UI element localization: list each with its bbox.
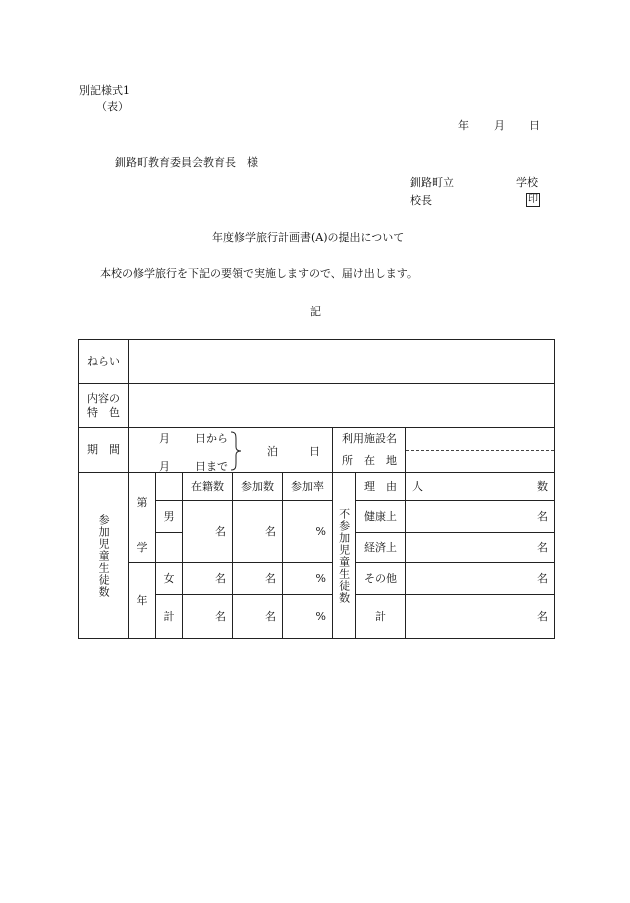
period-label: 期 間 xyxy=(79,428,129,473)
reason-other-field[interactable]: 名 xyxy=(406,563,555,595)
nonparticipants-label: 不参加児童生徒数 xyxy=(333,473,356,639)
blank-header-cell xyxy=(156,473,183,501)
reason-health-field[interactable]: 名 xyxy=(406,501,555,533)
female-enrolled[interactable]: 名 xyxy=(183,563,233,595)
grade-dai: 第 xyxy=(129,473,156,533)
form-number: 別記様式1 xyxy=(79,84,130,97)
col-participants: 参加数 xyxy=(233,473,283,501)
grade-gaku: 学 xyxy=(129,533,156,563)
period-to-day: 日まで xyxy=(195,460,228,473)
travel-plan-table xyxy=(78,339,555,639)
date-month-label: 月 xyxy=(494,119,505,132)
col-rate: 参加率 xyxy=(283,473,333,501)
male-enrolled[interactable]: 名 xyxy=(183,501,233,563)
row-label-male-spacer xyxy=(156,533,183,563)
row-label-female: 女 xyxy=(156,563,183,595)
total-enrolled[interactable]: 名 xyxy=(183,595,233,639)
female-rate[interactable]: % xyxy=(283,563,333,595)
body-text: 本校の修学旅行を下記の要領で実施しますので、届け出します。 xyxy=(100,267,418,280)
total-rate[interactable]: % xyxy=(283,595,333,639)
period-from-day: 日から xyxy=(195,432,228,445)
total-participants[interactable]: 名 xyxy=(233,595,283,639)
period-row-1 xyxy=(79,428,555,451)
sender-principal: 校長 xyxy=(410,194,432,207)
male-rate[interactable]: % xyxy=(283,501,333,563)
sender-school-suffix: 学校 xyxy=(516,176,538,189)
period-brace-icon xyxy=(230,431,242,471)
period-field[interactable] xyxy=(129,428,333,473)
addressee: 釧路町教育委員会教育長 様 xyxy=(115,156,258,169)
reason-total-field[interactable]: 名 xyxy=(406,595,555,639)
reason-health-label: 健康上 xyxy=(356,501,406,533)
reason-header: 理 由 xyxy=(356,473,406,501)
row-label-total: 計 xyxy=(156,595,183,639)
nights-label: 泊 xyxy=(267,445,278,458)
content-row xyxy=(79,384,555,428)
seal-mark: 印 xyxy=(528,194,538,205)
date-day-label: 日 xyxy=(529,119,540,132)
sender-school-prefix: 釧路町立 xyxy=(410,176,454,189)
col-enrolled: 在籍数 xyxy=(183,473,233,501)
row-label-male: 男 xyxy=(156,501,183,533)
aim-label: ねらい xyxy=(79,340,129,384)
reason-total-label: 計 xyxy=(356,595,406,639)
table-row xyxy=(79,563,555,595)
participants-label: 参加児童生徒数 xyxy=(79,473,129,639)
facility-label: 利用施設名 xyxy=(333,428,406,451)
female-participants[interactable]: 名 xyxy=(233,563,283,595)
people-header: 人 xyxy=(412,479,423,493)
period-from-month: 月 xyxy=(159,432,170,445)
content-label xyxy=(79,384,129,428)
date-year-label: 年 xyxy=(458,119,469,132)
period-to-month: 月 xyxy=(159,460,170,473)
facility-field[interactable] xyxy=(406,428,555,451)
document-title: 年度修学旅行計画書(A)の提出について xyxy=(212,231,405,244)
participants-header-row xyxy=(79,473,555,501)
form-side: （表） xyxy=(96,100,129,113)
content-label-line2: 特 色 xyxy=(87,405,120,419)
count-header: 数 xyxy=(537,479,548,493)
location-label: 所 在 地 xyxy=(333,450,406,473)
ki-label: 記 xyxy=(310,305,321,318)
reason-economic-label: 経済上 xyxy=(356,533,406,563)
reason-other-label: その他 xyxy=(356,563,406,595)
days-label: 日 xyxy=(309,445,320,458)
content-label-line1: 内容の xyxy=(87,392,120,406)
location-field[interactable] xyxy=(406,450,555,473)
aim-field[interactable] xyxy=(129,340,555,384)
grade-nen: 年 xyxy=(129,563,156,639)
people-count-header xyxy=(406,473,555,501)
aim-row xyxy=(79,340,555,384)
reason-economic-field[interactable]: 名 xyxy=(406,533,555,563)
content-field[interactable] xyxy=(129,384,555,428)
male-participants[interactable]: 名 xyxy=(233,501,283,563)
